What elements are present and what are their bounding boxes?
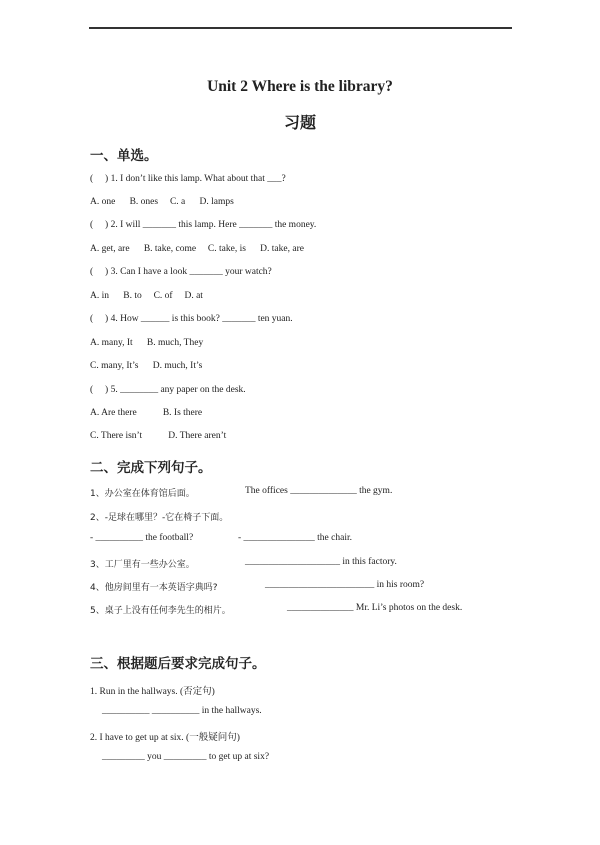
s2-item2-chinese: 2、-足球在哪里？-它在椅子下面。	[90, 513, 229, 523]
s2-item3-chinese: 3、工厂里有一些办公室。	[90, 560, 195, 570]
section-3-heading: 三、根据题后要求完成句子。	[90, 656, 266, 672]
document-subtitle: 习题	[283, 113, 316, 132]
s2-item5-english: ______________ Mr. Li’s photos on the desk.	[287, 603, 463, 613]
s2-item4-english: _______________________ in his room?	[265, 580, 425, 590]
s3-q1-prompt: 1. Run in the hallways. (否定句)	[90, 687, 215, 697]
document-title: Unit 2 Where is the library?	[207, 78, 393, 95]
q2-options: A. get, are B. take, come C. take, is D. take, are	[90, 244, 304, 254]
q1-stem: ( ) 1. I don’t like this lamp. What about that ___?	[90, 174, 286, 184]
q2-stem: ( ) 2. I will _______ this lamp. Here _______ the money.	[90, 220, 317, 230]
s2-item5-chinese: 5、桌子上没有任何李先生的相片。	[90, 606, 231, 616]
section-2-heading: 二、完成下列句子。	[90, 460, 212, 476]
s2-item3-english: ____________________ in this factory.	[245, 557, 397, 567]
s3-q1-answer: __________ __________ in the hallways.	[102, 706, 262, 716]
q3-options: A. in B. to C. of D. at	[90, 291, 203, 301]
s2-item1-chinese: 1、办公室在体育馆后面。	[90, 489, 195, 499]
q5-stem: ( ) 5. ________ any paper on the desk.	[90, 385, 246, 395]
s3-q2-prompt: 2. I have to get up at six. (一般疑问句)	[90, 733, 240, 743]
section-1-heading: 一、单选。	[90, 148, 158, 164]
s3-q2-answer: _________ you _________ to get up at six?	[102, 752, 270, 762]
q3-stem: ( ) 3. Can I have a look _______ your watch?	[90, 267, 272, 277]
q5-options-b: C. There isn’t D. There aren’t	[90, 431, 227, 441]
q4-options-b: C. many, It’s D. much, It’s	[90, 361, 203, 371]
s2-item1-english: The offices ______________ the gym.	[245, 486, 393, 496]
header-rule	[89, 27, 512, 29]
s2-item2-english-b: - _______________ the chair.	[238, 533, 352, 543]
q4-stem: ( ) 4. How ______ is this book? _______ ten yuan.	[90, 314, 293, 324]
s2-item4-chinese: 4、他房间里有一本英语字典吗?	[90, 583, 218, 593]
q5-options-a: A. Are there B. Is there	[90, 408, 203, 418]
s2-item2-english-a: - __________ the football?	[90, 533, 194, 543]
q1-options: A. one B. ones C. a D. lamps	[90, 197, 234, 207]
q4-options-a: A. many, It B. much, They	[90, 338, 204, 348]
